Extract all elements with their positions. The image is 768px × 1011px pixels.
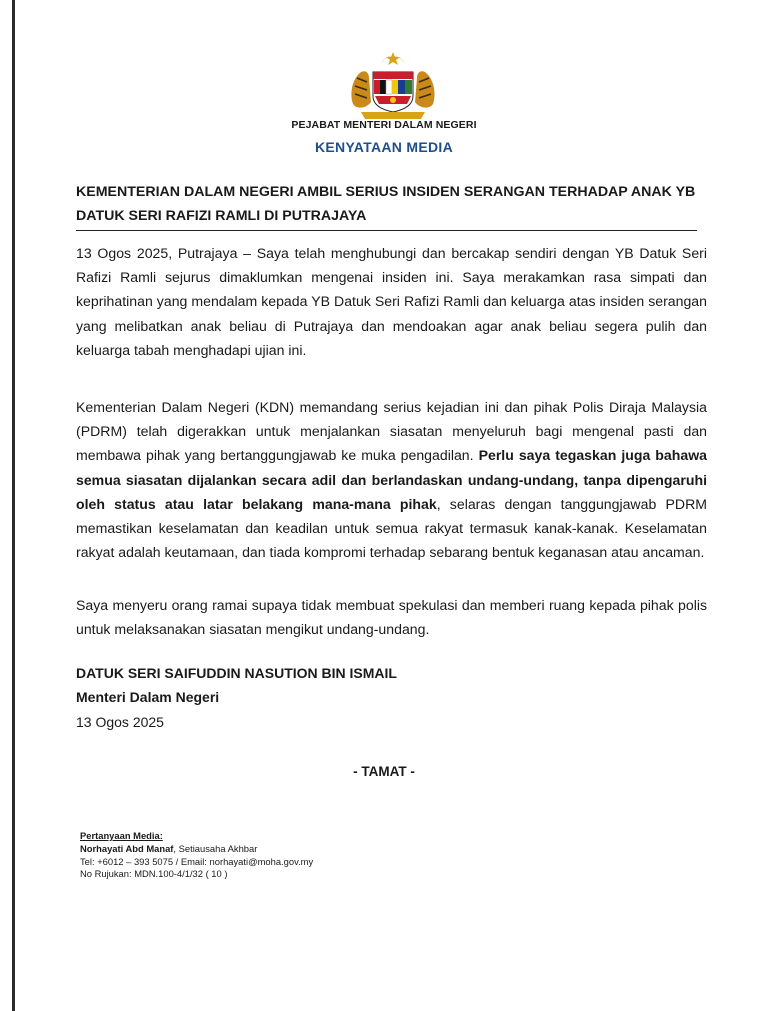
paragraph-2-start: Kementerian Dalam Negeri (KDN) memandang serius kejadian ini dan pihak Polis Diraja Malaysia (PDRM) telah digerakkan untuk menjalankan siasatan menyeluruh bagi mengenal pasti dan membawa pihak yang bertanggungjawab ke muka pengadilan. [76,399,707,464]
contact-person-name: Norhayati Abd Manaf [80,842,174,854]
media-contact-block [80,830,313,881]
signature-date: 13 Ogos 2025 [76,714,164,730]
headline-line-1: KEMENTERIAN DALAM NEGERI AMBIL SERIUS INSIDEN SERANGAN TERHADAP ANAK YB [76,184,696,200]
signatory-name: DATUK SERI SAIFUDDIN NASUTION BIN ISMAIL [76,665,397,681]
contact-phone-email: Tel: +6012 – 393 5075 / Email: norhayati@moha.gov.my [80,855,314,867]
contact-heading: Pertanyaan Media: [80,830,163,841]
paragraph-2-end: , selaras dengan tanggungjawab PDRM memastikan keselamatan dan keadilan untuk semua rakyat termasuk kanak-kanak. Keselamatan rakyat adalah keutamaan, dan tiada kompromi terhadap sebarang bentuk keganasan atau ancaman. [76,495,707,561]
body-paragraph-2 [76,395,707,564]
contact-person [80,843,313,856]
headline-line-2: DATUK SERI RAFIZI RAMLI DI PUTRAJAYA [76,207,367,224]
malaysia-coat-of-arms-icon [345,52,441,120]
body-paragraph-1: 13 Ogos 2025, Putrajaya – Saya telah menghubungi dan bercakap sendiri dengan YB Datuk Seri Rafizi Ramli sejurus dimaklumkan mengenai insiden ini. Saya merakamkan rasa simpati dan keprihatinan yang mendalam kepada YB Datuk Seri Rafizi Ramli dan keluarga atas insiden serangan yang melibatkan anak beliau di Putrajaya dan mendoakan agar anak beliau segera pulih dan keluarga tabah menghadapi ujian ini. [76,245,707,358]
paragraph-2-emphasis: Perlu saya tegaskan juga bahawa semua siasatan dijalankan secara adil dan berlandaskan undang-undang, tanpa dipengaruhi oleh status atau latar belakang mana-mana pihak [76,447,707,512]
office-name: PEJABAT MENTERI DALAM NEGERI [291,119,477,131]
contact-person-role: , Setiausaha Akhbar [173,842,258,854]
headline-divider [76,230,697,231]
headline [76,181,696,228]
body-paragraph-3: Saya menyeru orang ramai supaya tidak membuat spekulasi dan memberi ruang kepada pihak polis untuk melaksanakan siasatan mengikut undang-undang. [76,597,707,638]
document-type-title: KENYATAAN MEDIA [314,139,454,155]
end-marker: - TAMAT - [353,764,415,779]
reference-number: No Rujukan: MDN.100-4/1/32 ( 10 ) [80,868,228,880]
signatory-title: Menteri Dalam Negeri [76,689,220,705]
